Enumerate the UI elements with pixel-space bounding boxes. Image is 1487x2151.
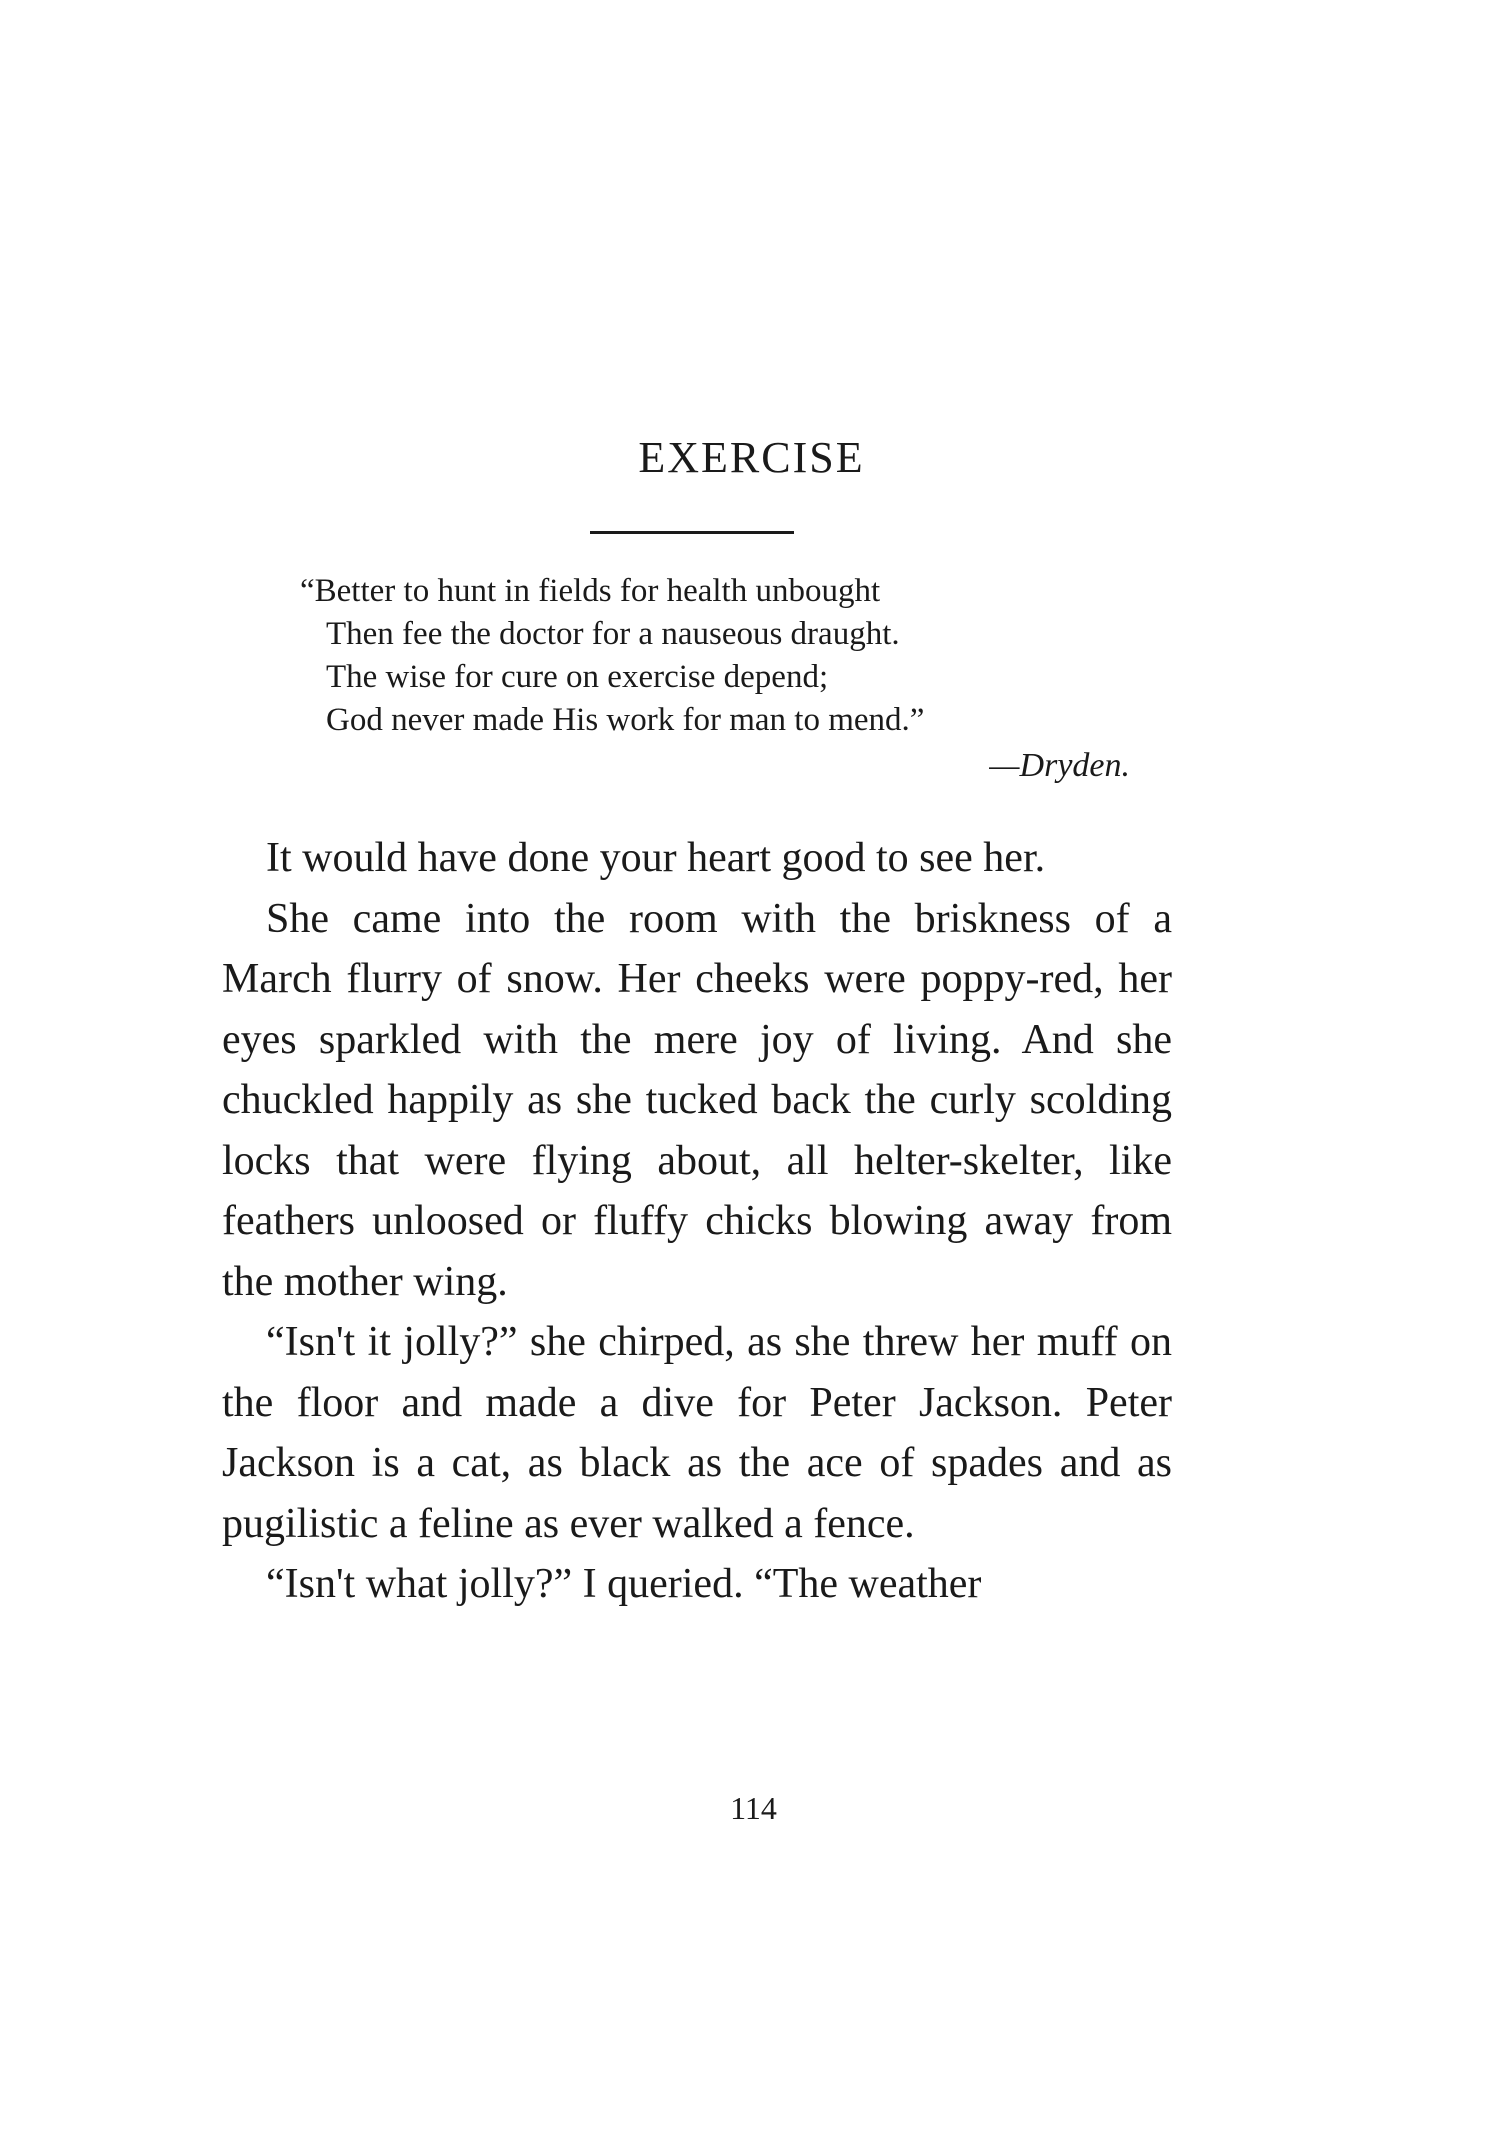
paragraph: “Isn't it jolly?” she chirped, as she threw her muff on the floor and made a dive for Peter Jackson. Peter Jackson is a cat, as black as the ace of spades and as pugilistic a feline as ever walked a fence. <box>222 1319 1172 1547</box>
paragraph: “Isn't what jolly?” I queried. “The weather <box>266 1561 982 1607</box>
epigraph-attribution: —Dryden. <box>989 747 1130 784</box>
body-text <box>222 828 1172 1615</box>
epigraph <box>300 570 1160 787</box>
page-number: 114 <box>730 1790 777 1826</box>
chapter-title: EXERCISE <box>638 433 865 482</box>
epigraph-line: The wise for cure on exercise depend; <box>326 659 829 695</box>
paragraph: It would have done your heart good to see her. <box>266 835 1046 881</box>
epigraph-line: “Better to hunt in fields for health unbought <box>300 573 881 609</box>
paragraph: She came into the room with the briskness of a March flurry of snow. Her cheeks were poppy-red, her eyes sparkled with the mere joy of living. And she chuckled happily as she tucked back the curly scolding locks that were flying about, all helter-skelter, like feathers unloosed or fluffy chicks blowing away from the mother wing. <box>222 895 1172 1305</box>
epigraph-line: Then fee the doctor for a nauseous draught. <box>326 616 900 652</box>
epigraph-line: God never made His work for man to mend.” <box>326 702 925 738</box>
title-divider <box>590 531 794 534</box>
